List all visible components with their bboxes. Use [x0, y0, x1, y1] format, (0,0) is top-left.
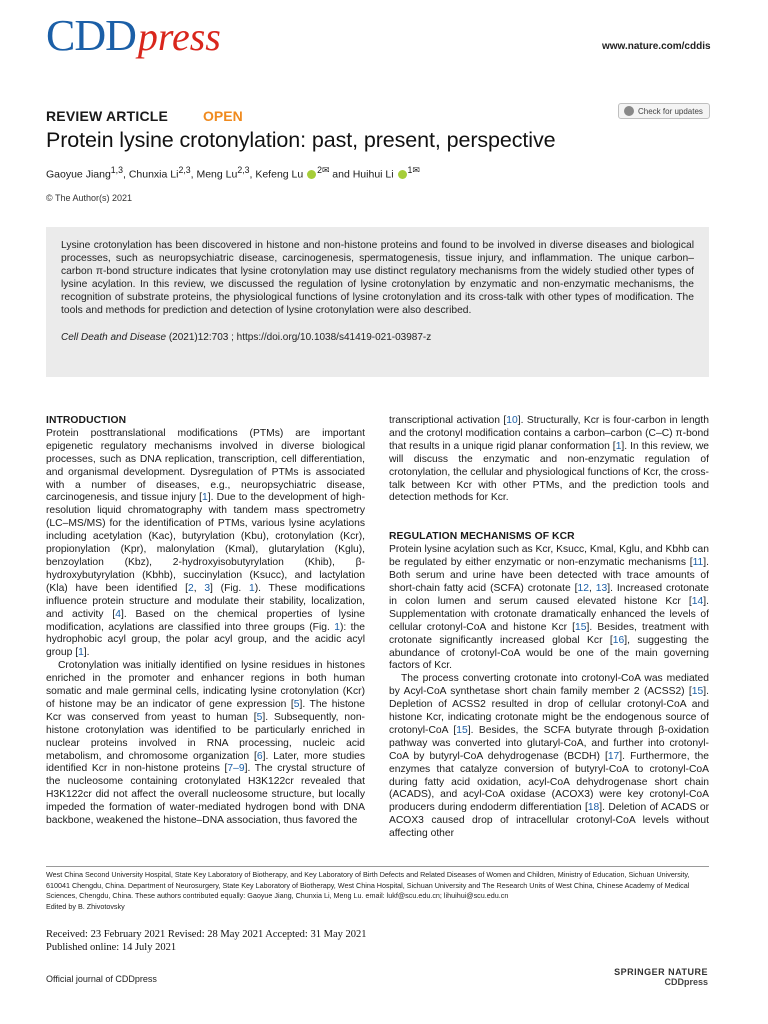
intro-paragraph-1: Protein posttranslational modifications (PTMs) are important epigenetic regulatory mechanisms involved in diverse biological processes, such as DNA replication, transcription, cell differentiation, and organismal development. Dysregulation of PTMs is associated with a number of diseases, e.g., neuropsychiatric disease, carcinogenesis, and tissue injury [1]. Due to the development of high-resolution liquid chromatography with tandem mass spectrometry (LC–MS/MS) for the identification of PTMs, various lysine acylations including acetylation (Kac), butyrylation (Kbu), crotonylation (Kcr), propionylation (Kpr), malonylation (Kmal), glutarylation (Kglu), benzoylation (Kbz), 2-hydroxyisobutyrylation (Khib), β-hydroxybutyrylation (Kbhb), succinylation (Ksucc), and lactylation (Kla) have been identified [2, 3] (Fig. 1). These modifications influence protein structure and modulate their stability, localization, and activity [4]. Based on the chemical properties of lysine modification, acylations are classified into three groups (Fig. 1): the hydrophobic acyl group, the polar acyl group, and the acidic acyl group [1]. [46, 427, 365, 659]
publisher-logo [600, 967, 708, 987]
author-sup: 1✉ [407, 165, 420, 175]
intro-heading: INTRODUCTION [46, 415, 127, 426]
author-sup: 2,3 [178, 165, 191, 175]
dates-block [46, 928, 366, 954]
check-for-updates-button[interactable] [618, 103, 710, 119]
orcid-icon[interactable] [398, 170, 407, 179]
left-column [46, 415, 365, 828]
author-sup: 1,3 [110, 165, 123, 175]
abstract-text: Lysine crotonylation has been discovered in histone and non-histone proteins and found to be involved in diverse diseases and biological processes, such as neuropsychiatric disease, carcinogenesis, spermatogenesis, tissue injury, and inflammation. The unique carbon–carbon π-bond structure indicates that lysine crotonylation may use distinct regulatory mechanisms from the widely studied other types of lysine acylation. In this review, we discussed the regulation of lysine crotonylation by enzymatic and non-enzymatic mechanisms, the recognition of substrate proteins, the physiological functions of lysine crotonylation and its cross-talk with other types of modification. The tools and methods for prediction and detection of lysine crotonylation were also described. [61, 240, 694, 316]
copyright: © The Author(s) 2021 [46, 193, 133, 203]
regulation-paragraph-2: The process converting crotonate into crotonyl-CoA was mediated by Acyl-CoA synthetase short chain family member 2 (ACSS2) [15]. Depletion of ACSS2 resulted in drop of cellular crotonyl-CoA and histone Kcr, indicating crotonate might be the endogenous source of crotonyl-CoA [15]. Besides, the SCFA butyrate through β-oxidation pathway was converted into glutaryl-CoA, and further into crotonyl-CoA by butyryl-CoA dehydrogenase (BCDH) [17]. Furthermore, the enzymes that catalyze conversion of butyryl-CoA to crotonyl-CoA during fatty acid oxidation, acyl-CoA dehydrogenase short chain (ACADS), and acyl-CoA oxidase (ACOX3) were key crotonyl-CoA producers during endoderm differentiation [18]. Deletion of ACADS or ACOX3 caused drop of intracellular crotonyl-CoA levels without affecting other [389, 673, 710, 840]
orcid-icon[interactable] [307, 170, 316, 179]
journal-logo [46, 11, 221, 60]
article-title: Protein lysine crotonylation: past, present, perspective [46, 128, 556, 152]
logo-cdd: CDD [46, 11, 136, 60]
regulation-heading: REGULATION MECHANISMS OF KCR [389, 531, 575, 543]
published-date: Published online: 14 July 2021 [46, 942, 177, 953]
right-column [389, 415, 709, 841]
official-journal: Official journal of CDDpress [46, 974, 157, 984]
check-for-updates-label: Check for updates [638, 106, 703, 116]
abstract-box [46, 227, 709, 377]
article-type: REVIEW ARTICLE [46, 108, 169, 124]
edited-by: Edited by B. Zhivotovsky [46, 901, 125, 911]
intro-paragraph-3: transcriptional activation [10]. Structurally, Kcr is four-carbon in length and the crotonyl modification contains a carbon–carbon (C–C) π-bond that results in a unique rigid planar conformation [1]. In this review, we will discuss the enzymatic and non-enzymatic regulation of crotonylation, the cellular and physiological functions of Kcr, the cross-talk between Kcr with other PTMs, and the prediction tools and detection methods for Kcr. [389, 415, 709, 504]
citation-line [61, 332, 694, 343]
intro-paragraph-2: Crotonylation was initially identified on lysine residues in histones enriched in the promoter and enhancer regions in both human somatic and male germinal cells, indicating lysine crotonylation (Kcr) of histone may be an indicator of gene expression [5]. The histone Kcr was conserved from yeast to human [5]. Subsequently, non-histone crotonylation was identified to be particularly enriched in nuclear proteins involved in RNA processing, nucleic acid metabolism, and chromosome organization [6]. Later, more studies identified Kcr in non-histone proteins [7–9]. The crystal structure of the nucleosome containing crotonylated H3K122cr revealed that H3K122cr did not affect the overall nucleosome structure, but locally impeded the formation of water-mediated hydrogen bond with DNA backbone, weakened the histone–DNA association, thus favored the [46, 660, 365, 827]
logo-press: press [137, 14, 221, 59]
author-name[interactable]: Meng Lu [196, 168, 238, 181]
citation-doi[interactable]: (2021)12:703 ; https://doi.org/10.1038/s41419-021-03987-z [166, 332, 432, 343]
refresh-icon [624, 106, 634, 116]
springer-nature-logo: SPRINGER NATURE [614, 967, 708, 977]
received-dates: Received: 23 February 2021 Revised: 28 May 2021 Accepted: 31 May 2021 [46, 929, 367, 940]
regulation-paragraph-1: Protein lysine acylation such as Kcr, Ksucc, Kmal, Kglu, and Kbhb can be regulated by either enzymatic or non-enzymatic mechanisms [11]. Both serum and urine have been detected with trace amounts of short-chain fatty acid (SCFA) crotonate [12, 13]. Increased crotonate in colon lumen and serum caused elevated histone Kcr [14]. Supplementation with crotonate dramatically enhanced the levels of cellular crotonyl-CoA and histone Kcr [15]. Besides, treatment with crotonate significantly increased global Kcr [16], suggesting the abundance of crotonyl-CoA would be one of the main governing factors of Kcr. [389, 544, 710, 672]
affiliations-footnote [46, 870, 709, 912]
open-access-label: OPEN [203, 108, 243, 124]
affiliations-text: West China Second University Hospital, State Key Laboratory of Biotherapy, and Key Laboratory of Birth Defects and Related Diseases of Women and Children, Ministry of Education, Sichuan University, 610041 Chengdu, China. Department of Neurosurgery, State Key Laboratory of Biotherapy, West China Hospital, Sichuan University and The Research Units of West China, Chinese Academy of Medical Sciences, Chengdu, China. These authors contributed equally: Gaoyue Jiang, Chunxia Li, Meng Lu. email: lukf@scu.edu.cn; lihuihui@scu.edu.cn [46, 870, 690, 900]
citation-journal: Cell Death and Disease [61, 332, 167, 343]
author-name[interactable]: Chunxia Li [128, 168, 179, 181]
author-sup: 2,3 [237, 165, 250, 175]
author-name[interactable]: Gaoyue Jiang [46, 168, 111, 181]
footnote-divider [46, 866, 709, 867]
author-sup: 2✉ [317, 165, 330, 175]
cddpress-logo: CDDpress [664, 977, 708, 987]
author-name[interactable]: Kefeng Lu [255, 168, 304, 181]
journal-url[interactable]: www.nature.com/cddis [602, 41, 711, 52]
author-name[interactable]: Huihui Li [352, 168, 394, 181]
author-list: Gaoyue Jiang$^{1,3}$, Chunxia Li$^{2,3}$, Meng Lu$^{2,3}$, Kefeng Lu $^{2✉}$ and Huihui Li $^{1✉}$ [46, 165, 420, 181]
